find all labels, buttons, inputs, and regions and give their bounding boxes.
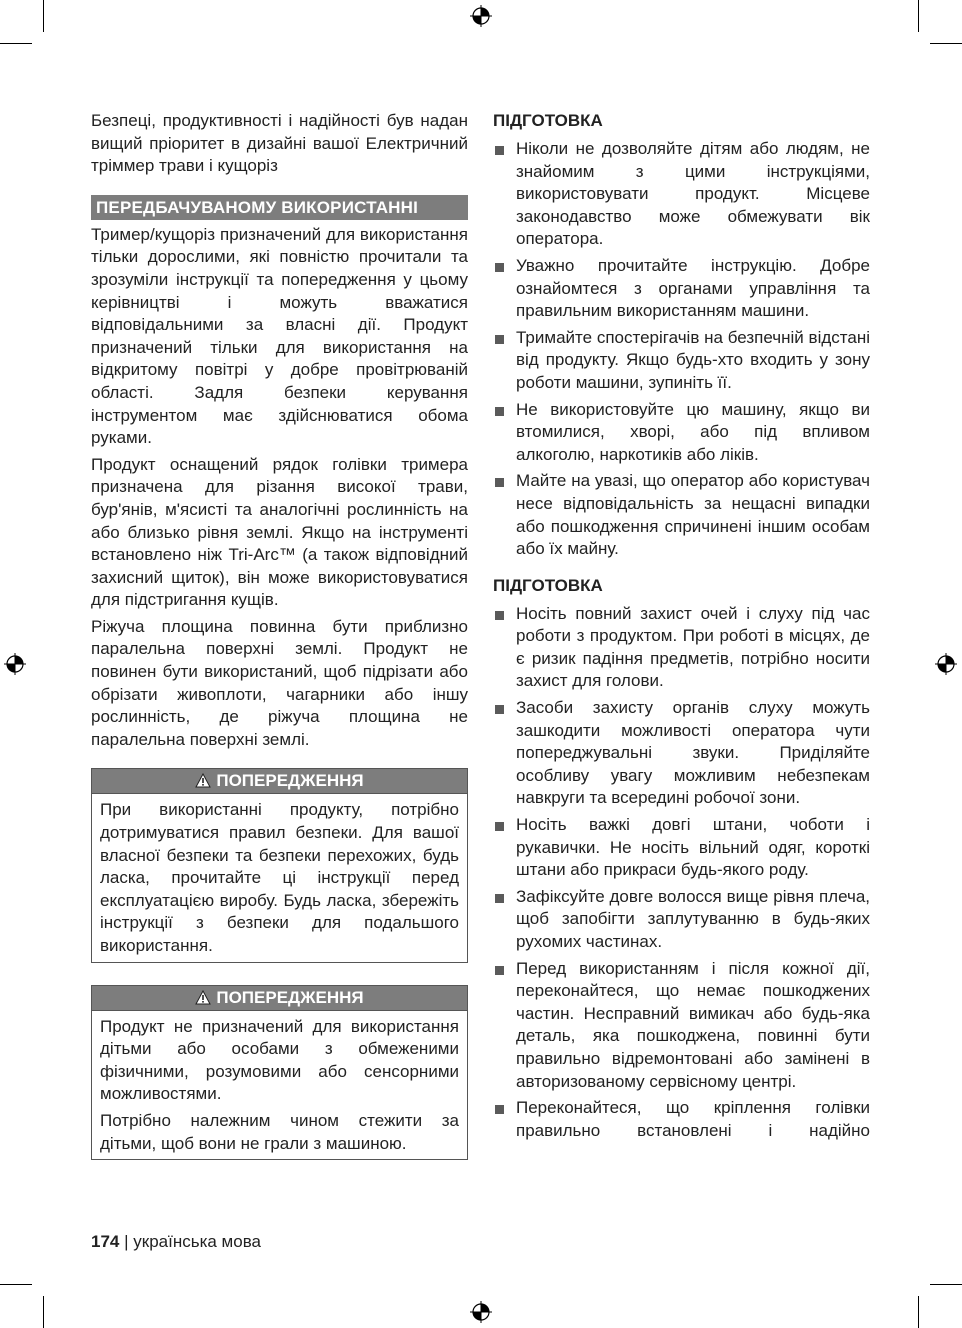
square-bullet-icon	[495, 407, 504, 416]
footer-language: українська мова	[133, 1232, 261, 1251]
crop-mark	[930, 1284, 962, 1285]
registration-mark-icon	[470, 5, 492, 27]
warning-box	[91, 768, 468, 962]
square-bullet-icon	[495, 611, 504, 620]
list-item: Уважно прочитайте інструкцію. Добре ознайомтеся з органами управління та правильним використанням машини.	[493, 255, 870, 323]
bullet-list	[493, 603, 870, 1143]
page-number: 174	[91, 1232, 120, 1251]
page-footer	[91, 1231, 261, 1253]
crop-mark	[43, 0, 44, 32]
warning-body	[92, 1011, 467, 1160]
list-item: Перед використанням і після кожної дії, переконайтеся, що немає пошкоджених частин. Несправний вимикач або будь-яка деталь, яка пошкоджена, повинні бути правильно відремонтовані або замінені в авторизованому сервісному центрі.	[493, 958, 870, 1094]
section-heading: ПІДГОТОВКА	[493, 111, 603, 130]
crop-mark	[930, 43, 962, 44]
square-bullet-icon	[495, 1105, 504, 1114]
warning-triangle-icon	[195, 990, 211, 1005]
crop-mark	[0, 43, 32, 44]
body-paragraph: Тример/кущоріз призначений для використання тільки дорослими, які повністю прочитали та зрозуміли інструкції та попередження у цьому керівництві і можуть вважатися відповідальними за власні дії. Продукт призначений тільки для використання на відкритому повітрі у добре провітрюваній області. Задля безпеки керування інструментом має здійснюватися обома руками.	[91, 224, 468, 448]
right-column	[493, 110, 870, 1146]
registration-mark-icon	[4, 653, 26, 675]
square-bullet-icon	[495, 263, 504, 272]
square-bullet-icon	[495, 335, 504, 344]
crop-mark	[918, 0, 919, 32]
body-paragraph: Ріжуча площина повинна бути приблизно паралельна поверхні землі. Продукт не повинен бути використаний, щоб підрізати або обрізати живоплоти, чагарники або іншу рослинність, де ріжуча площина не паралельна поверхні землі.	[91, 616, 468, 749]
list-item: Не використовуйте цю машину, якщо ви втомилися, хворі, або під впливом алкоголю, наркотиків або ліків.	[493, 399, 870, 467]
registration-mark-icon	[935, 653, 957, 675]
warning-triangle-icon	[195, 773, 211, 788]
section-title-intended-use: ПЕРЕДБАЧУВАНОМУ ВИКОРИСТАННІ	[91, 195, 468, 220]
list-item: Засоби захисту органів слуху можуть зашкодити можливості оператора чути попереджувальні звуки. Приділяйте особливу увагу можливим небезпекам навкруги та всередині робочої зони.	[493, 697, 870, 810]
square-bullet-icon	[495, 966, 504, 975]
warning-header	[92, 986, 467, 1011]
intro-paragraph: Безпеці, продуктивності і надійності був надан вищий пріоритет в дизайні вашої Електричний тріммер трави і кущоріз	[91, 111, 468, 176]
square-bullet-icon	[495, 705, 504, 714]
left-column	[91, 110, 468, 1160]
warning-header	[92, 769, 467, 794]
list-item: Ніколи не дозволяйте дітям або людям, не знайомим з цими інструкціями, використовувати продукт. Місцеве законодавство може обмежувати вік оператора.	[493, 138, 870, 251]
square-bullet-icon	[495, 894, 504, 903]
square-bullet-icon	[495, 822, 504, 831]
warning-box	[91, 985, 468, 1161]
warning-body	[92, 794, 467, 961]
warning-text: При використанні продукту, потрібно дотримуватися правил безпеки. Для вашої власної безпеки та безпеки перехожих, будь ласка, прочитайте ці інструкції перед експлуатацією виробу. Будь ласка, збережіть інструкції з безпеки для подальшого використання.	[100, 800, 459, 955]
list-item: Переконайтеся, що кріплення голівки правильно встановлені і надійно	[493, 1097, 870, 1142]
list-item: Носіть повний захист очей і слуху під час роботи з продуктом. При роботі в місцях, де є ризик падіння предметів, потрібно носити захист для голови.	[493, 603, 870, 693]
list-item: Тримайте спостерігачів на безпечній відстані від продукту. Якщо будь-хто входить у зону роботи машини, зупиніть її.	[493, 327, 870, 395]
warning-text: Потрібно належним чином стежити за дітьми, щоб вони не грали з машиною.	[100, 1110, 459, 1153]
list-item: Майте на увазі, що оператор або користувач несе відповідальність за нещасні випадки або пошкодження спричинені іншим особам або їх майну.	[493, 470, 870, 560]
warning-title: ПОПЕРЕДЖЕННЯ	[216, 771, 364, 791]
list-item: Зафіксуйте довге волосся вище рівня плеча, щоб запобігти заплутуванню в будь-яких рухомих частинах.	[493, 886, 870, 954]
bullet-list	[493, 138, 870, 561]
crop-mark	[918, 1296, 919, 1328]
warning-title: ПОПЕРЕДЖЕННЯ	[216, 987, 364, 1007]
crop-mark	[0, 1284, 32, 1285]
section-heading: ПІДГОТОВКА	[493, 575, 603, 595]
body-paragraph: Продукт оснащений рядок голівки тримера призначена для різання високої трави, бур'янів, м'ясисті та аналогічні рослинність на або близько рівня землі. Якщо на інструменті встановлено ніж Tri-Arc™ (а також відповідний захисний щиток), він може використовуватися для підстригання кущів.	[91, 454, 468, 610]
footer-separator: |	[119, 1232, 134, 1251]
crop-mark	[43, 1296, 44, 1328]
warning-text: Продукт не призначений для використання дітьми або особами з обмеженими фізичними, розумовими або сенсорними можливостями.	[100, 1016, 459, 1104]
list-item: Носіть важкі довгі штани, чоботи і рукавички. Не носіть вільний одяг, короткі штани або прикраси будь-якого роду.	[493, 814, 870, 882]
registration-mark-icon	[470, 1301, 492, 1323]
square-bullet-icon	[495, 146, 504, 155]
square-bullet-icon	[495, 478, 504, 487]
